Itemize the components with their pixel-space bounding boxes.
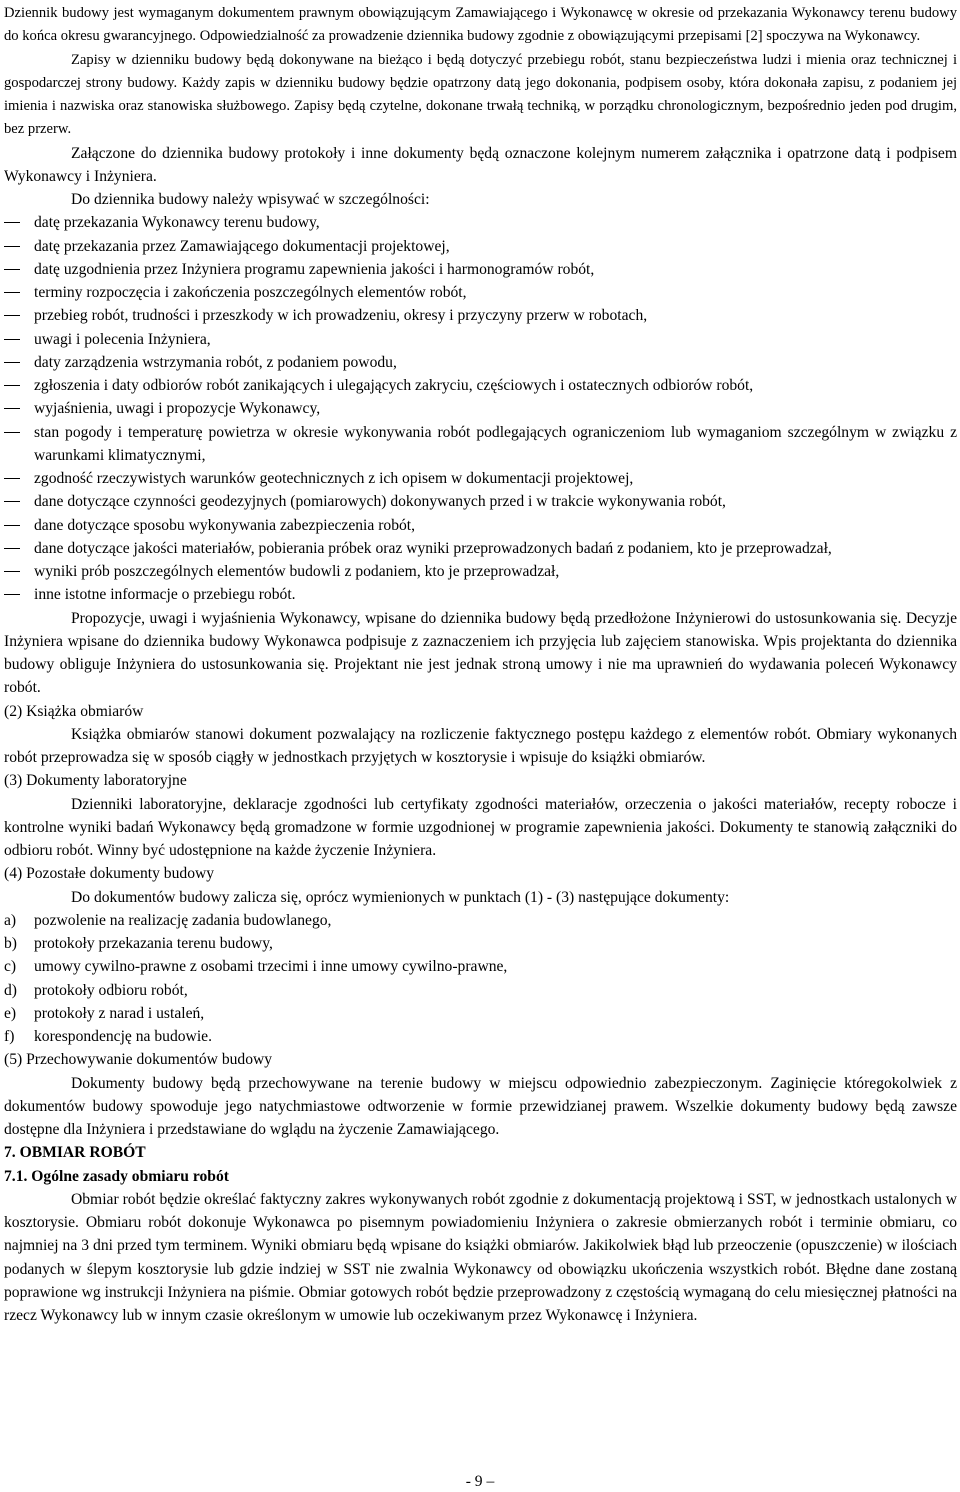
dash-bullet-icon bbox=[4, 432, 20, 433]
list-item: zgłoszenia i daty odbiorów robót zanikających i ulegających zakryciu, częściowych i ostatecznych odbiorów robót, bbox=[4, 374, 957, 397]
paragraph-ogolne-zasady-obmiaru: Obmiar robót będzie określać faktyczny zakres wykonywanych robót zgodnie z dokumentacją projektową i SST, w jednostkach ustalonych w kosztorysie. Obmiaru robót dokonuje Wykonawca po pisemnym powiadomieniu Inżyniera o zakresie obmierzanych robót i terminie obmiaru, co najmniej na 3 dni przed tym terminem. Wyniki obmiaru będą wpisane do książki obmiarów. Jakikolwiek błąd lub przeoczenie (opuszczenie) w ilościach podanych w ślepym kosztorysie lub gdzie indziej w SST nie zwalnia Wykonawcy od obowiązku ukończenia wszystkich robót. Błędne dane zostaną poprawione wg instrukcji Inżyniera na piśmie. Obmiar gotowych robót będzie przeprowadzony z częstością wymaganą do celu miesięcznej płatności na rzecz Wykonawcy lub w innym czasie określonym w umowie lub oczekiwanym przez Wykonawcę i Inżyniera. bbox=[4, 1190, 957, 1324]
dash-bullet-icon bbox=[4, 594, 20, 595]
list-item: b) protokoły przekazania terenu budowy, bbox=[4, 935, 273, 952]
dash-bullet-icon bbox=[4, 222, 20, 223]
list-item: datę przekazania Wykonawcy terenu budowy, bbox=[4, 211, 957, 234]
dash-bullet-icon bbox=[4, 269, 20, 270]
section-title-pozostale-dokumenty: (4) Pozostałe dokumenty budowy bbox=[4, 865, 215, 883]
list-item: d) protokoły odbioru robót, bbox=[4, 981, 188, 999]
section-title-ksiazka-obmiarow: (2) Książka obmiarów bbox=[4, 702, 144, 720]
paragraph-dokumenty-laboratoryjne: Dzienniki laboratoryjne, deklaracje zgodności lub certyfikaty zgodności materiałów, orzeczenia o jakości materiałów, recepty robocze i kontrolne wyniki badań Wykonawcy będą gromadzone w formie uzgodnionej w programie zapewnienia jakości. Dokumenty te stanowią załączniki do odbioru robót. Winny być udostępnione na każde życzenie Inżyniera. bbox=[4, 795, 957, 859]
section-title-dokumenty-laboratoryjne: (3) Dokumenty laboratoryjne bbox=[4, 772, 187, 790]
page-number: - 9 – bbox=[465, 1473, 495, 1490]
paragraph-wpisywac: Do dziennika budowy należy wpisywać w szczególności: bbox=[71, 191, 430, 208]
list-item: dane dotyczące jakości materiałów, pobierania próbek oraz wyniki przeprowadzonych badań z podaniem, kto je przeprowadzał, bbox=[4, 537, 957, 560]
dash-bullet-icon bbox=[4, 408, 20, 409]
dash-bullet-icon bbox=[4, 292, 20, 293]
dash-bullet-icon bbox=[4, 385, 20, 386]
list-item: c) umowy cywilno-prawne z osobami trzecimi i inne umowy cywilno-prawne, bbox=[4, 958, 508, 976]
list-item: uwagi i polecenia Inżyniera, bbox=[4, 328, 957, 351]
list-item: dane dotyczące sposobu wykonywania zabezpieczenia robót, bbox=[4, 514, 957, 537]
dash-bullet-icon bbox=[4, 501, 20, 502]
list-item: przebieg robót, trudności i przeszkody w ich prowadzeniu, okresy i przyczyny przerw w robotach, bbox=[4, 304, 957, 327]
paragraph-propozycje: Propozycje, uwagi i wyjaśnienia Wykonawcy, wpisane do dziennika budowy będą przedłożone Inżynierowi do ustosunkowania się. Decyzje Inżyniera wpisane do dziennika budowy Wykonawca podpisuje z zaznaczeniem ich przyjęcia lub zajęciem stanowiska. Wpis projektanta do dziennika budowy obliguje Inżyniera do ustosunkowania się. Projektant nie jest jednak stroną umowy i nie ma uprawnień do wydawania poleceń Wykonawcy robót. bbox=[4, 609, 957, 697]
paragraph-zalaczone: Załączone do dziennika budowy protokoły i inne dokumenty będą oznaczone kolejnym numerem załącznika i opatrzone datą i podpisem Wykonawcy i Inżyniera. bbox=[4, 144, 957, 185]
paragraph-ksiazka-obmiarow: Książka obmiarów stanowi dokument pozwalający na rozliczenie faktycznego postępu każdego z elementów robót. Obmiary wykonanych robót przeprowadza się w sposób ciągły w jednostkach przyjętych w kosztorysie i wpisuje do książki obmiarów. bbox=[4, 725, 957, 766]
letter-list bbox=[4, 909, 957, 1049]
dash-bullet-icon bbox=[4, 571, 20, 572]
paragraph-przechowywanie: Dokumenty budowy będą przechowywane na terenie budowy w miejscu odpowiednio zabezpieczonym. Zaginięcie któregokolwiek z dokumentów budowy spowoduje jego natychmiastowe odtworzenie w formie przewidzianej prawem. Wszelkie dokumenty budowy będą zawsze dostępne dla Inżyniera i przedstawiane do wglądu na życzenie Zamawiającego. bbox=[4, 1074, 957, 1138]
paragraph-zapisy: Zapisy w dzienniku budowy będą dokonywane na bieżąco i będą dotyczyć przebiegu robót, stanu bezpieczeństwa ludzi i mienia oraz technicznej i gospodarczej strony budowy. Każdy zapis w dzienniku budowy będzie opatrzony datą jego dokonania, podpisem osoby, która dokonała zapisu, z podaniem jej imienia i nazwiska oraz stanowiska służbowego. Zapisy będą czytelne, dokonane trwałą techniką, w porządku chronologicznym, bezpośrednio jeden pod drugim, bez przerw. bbox=[4, 51, 957, 138]
dash-list bbox=[4, 211, 957, 606]
heading-obmiar-robot: 7. OBMIAR ROBÓT bbox=[4, 1144, 146, 1162]
dash-bullet-icon bbox=[4, 362, 20, 363]
list-item: stan pogody i temperaturę powietrza w okresie wykonywania robót podlegających ograniczeniom lub wymaganiom szczególnym w związku z warunkami klimatycznymi, bbox=[4, 421, 957, 468]
list-item: a) pozwolenie na realizację zadania budowlanego, bbox=[4, 911, 332, 929]
heading-ogolne-zasady-obmiaru: 7.1. Ogólne zasady obmiaru robót bbox=[4, 1167, 229, 1185]
list-item: wyjaśnienia, uwagi i propozycje Wykonawcy, bbox=[4, 397, 957, 420]
dash-bullet-icon bbox=[4, 339, 20, 340]
list-item: wyniki prób poszczególnych elementów budowli z podaniem, kto je przeprowadzał, bbox=[4, 560, 957, 583]
list-item: datę przekazania przez Zamawiającego dokumentacji projektowej, bbox=[4, 235, 957, 258]
section-title-przechowywanie: (5) Przechowywanie dokumentów budowy bbox=[4, 1051, 273, 1069]
paragraph-pozostale-dokumenty: Do dokumentów budowy zalicza się, oprócz wymienionych w punktach (1) - (3) następujące dokumenty: bbox=[71, 888, 730, 906]
dash-bullet-icon bbox=[4, 315, 20, 316]
list-item: e) protokoły z narad i ustaleń, bbox=[4, 1004, 205, 1022]
paragraph-dziennik-intro: Dziennik budowy jest wymaganym dokumentem prawnym obowiązującym Zamawiającego i Wykonawcę w okresie od przekazania Wykonawcy terenu budowy do końca okresu gwarancyjnego. Odpowiedzialność za prowadzenie dziennika budowy zgodnie z obowiązującymi przepisami [2] spoczywa na Wykonawcy. bbox=[4, 5, 957, 45]
dash-bullet-icon bbox=[4, 478, 20, 479]
list-item: inne istotne informacje o przebiegu robót. bbox=[4, 583, 957, 606]
dash-bullet-icon bbox=[4, 548, 20, 549]
list-item: datę uzgodnienia przez Inżyniera programu zapewnienia jakości i harmonogramów robót, bbox=[4, 258, 957, 281]
list-item: daty zarządzenia wstrzymania robót, z podaniem powodu, bbox=[4, 351, 957, 374]
list-item: zgodność rzeczywistych warunków geotechnicznych z ich opisem w dokumentacji projektowej, bbox=[4, 467, 957, 490]
list-item: f) korespondencję na budowie. bbox=[4, 1028, 212, 1045]
dash-bullet-icon bbox=[4, 246, 20, 247]
list-item: dane dotyczące czynności geodezyjnych (pomiarowych) dokonywanych przed i w trakcie wykonywania robót, bbox=[4, 490, 957, 513]
list-item: terminy rozpoczęcia i zakończenia poszczególnych elementów robót, bbox=[4, 281, 957, 304]
dash-bullet-icon bbox=[4, 525, 20, 526]
document-body bbox=[4, 2, 957, 1327]
